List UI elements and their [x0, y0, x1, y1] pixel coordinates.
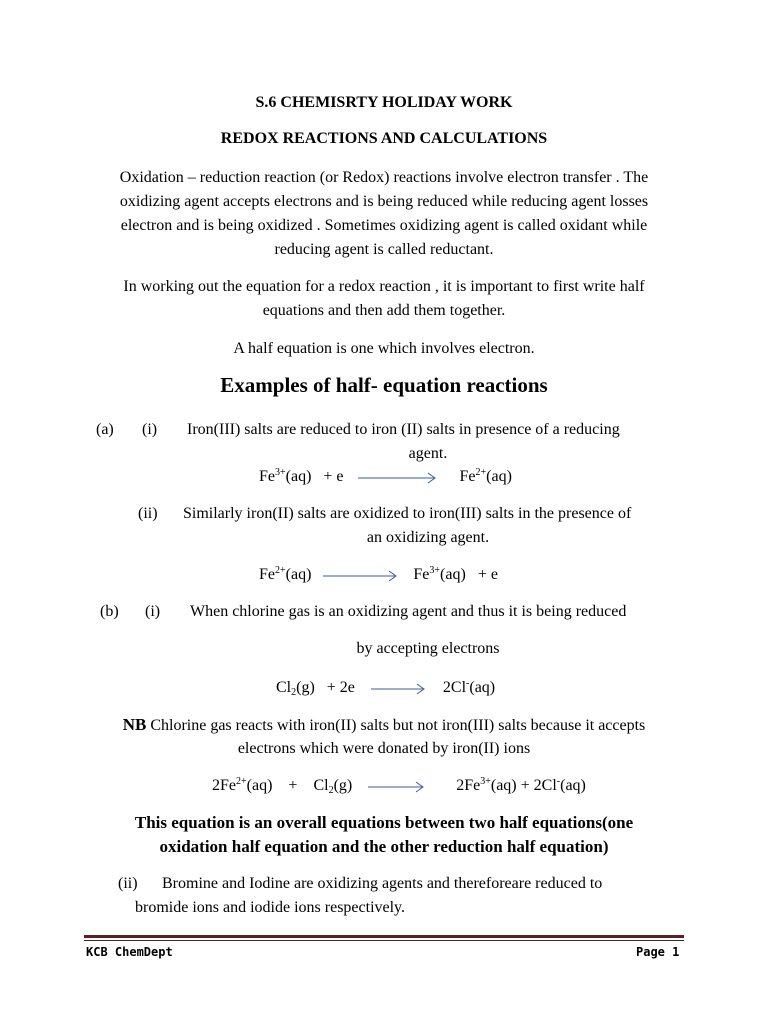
intro-line-4: reducing agent is called reductant. — [274, 241, 494, 258]
doc-subtitle: REDOX REACTIONS AND CALCULATIONS — [220, 130, 548, 147]
overall-equation-note-line-2: oxidation half equation and the other reduction half equation) — [159, 837, 609, 856]
intro2-line-2: equations and then add them together. — [262, 302, 506, 319]
overall-equation-note-line-1: This equation is an overall equations between two half equations(one — [134, 813, 634, 832]
footer-page-number: Page 1 — [636, 945, 680, 959]
equation-2: $Fe^{2+}(aq)$ $Fe^{3+}(aq)$ + e — [259, 565, 498, 583]
item-ii-text-line-1: Bromine and Iodine are oxidizing agents and thereforeare reduced to — [162, 875, 603, 892]
item-a-label: (a) — [96, 421, 114, 438]
reaction-arrow-icon — [358, 470, 438, 484]
item-a-ii-label: (ii) — [138, 505, 158, 522]
item-a-ii-text-line-1: Similarly iron(II) salts are oxidized to iron(III) salts in the presence of — [183, 505, 632, 522]
item-a-i-text-line-2: agent. — [408, 445, 448, 462]
intro-line-1: Oxidation – reduction reaction (or Redox) reactions involve electron transfer . The — [119, 169, 649, 186]
intro2-line-1: In working out the equation for a redox reaction , it is important to first write half — [123, 278, 645, 295]
item-ii-label: (ii) — [118, 875, 138, 892]
intro-line-3: electron and is being oxidized . Sometimes oxidizing agent is called oxidant while — [120, 217, 648, 234]
doc-title: S.6 CHEMISRTY HOLIDAY WORK — [255, 94, 513, 111]
reaction-arrow-icon — [368, 779, 426, 793]
nb-line-1 — [0, 713, 768, 738]
equation-1: $Fe^{3+}(aq)$ + e $Fe^{2+}(aq)$ — [259, 467, 512, 485]
reaction-arrow-icon — [371, 681, 427, 695]
nb-text-line-1: Chlorine gas reacts with iron(II) salts but not iron(III) salts because it accepts — [150, 717, 646, 734]
footer-rule-thick — [84, 935, 684, 938]
equation-4: $2Fe^{2+}(aq)$ + $Cl_2(g) 2Fe^{3+}(aq) + 2Cl^-(aq)$ — [212, 776, 586, 796]
nb-label: NB — [122, 715, 147, 734]
equation-3: $Cl_2(g)$ + 2e 2Cl-(aq) — [276, 678, 496, 698]
item-a-i-text-line-1: Iron(III) salts are reduced to iron (II) salts in presence of a reducing — [187, 421, 620, 438]
footer-rule-thin — [84, 940, 684, 941]
item-a-ii-text-line-2: an oxidizing agent. — [366, 529, 490, 546]
item-b-i-text-line-2: by accepting electrons — [356, 640, 500, 657]
reaction-arrow-icon — [323, 568, 399, 582]
item-a-i-label: (i) — [142, 421, 158, 438]
footer-left: KCB ChemDept — [86, 945, 173, 959]
intro-line-2: oxidizing agent accepts electrons and is being reduced while reducing agent losses — [119, 193, 649, 210]
section-heading: Examples of half- equation reactions — [220, 373, 548, 397]
item-b-i-label: (i) — [145, 603, 161, 620]
nb-text-line-2: electrons which were donated by iron(II) ions — [237, 740, 531, 757]
half-equation-definition: A half equation is one which involves electron. — [233, 340, 535, 357]
item-b-i-text-line-1: When chlorine gas is an oxidizing agent and thus it is being reduced — [190, 603, 627, 620]
item-ii-text-line-2: bromide ions and iodide ions respectively. — [135, 899, 406, 916]
item-b-label: (b) — [100, 603, 119, 620]
